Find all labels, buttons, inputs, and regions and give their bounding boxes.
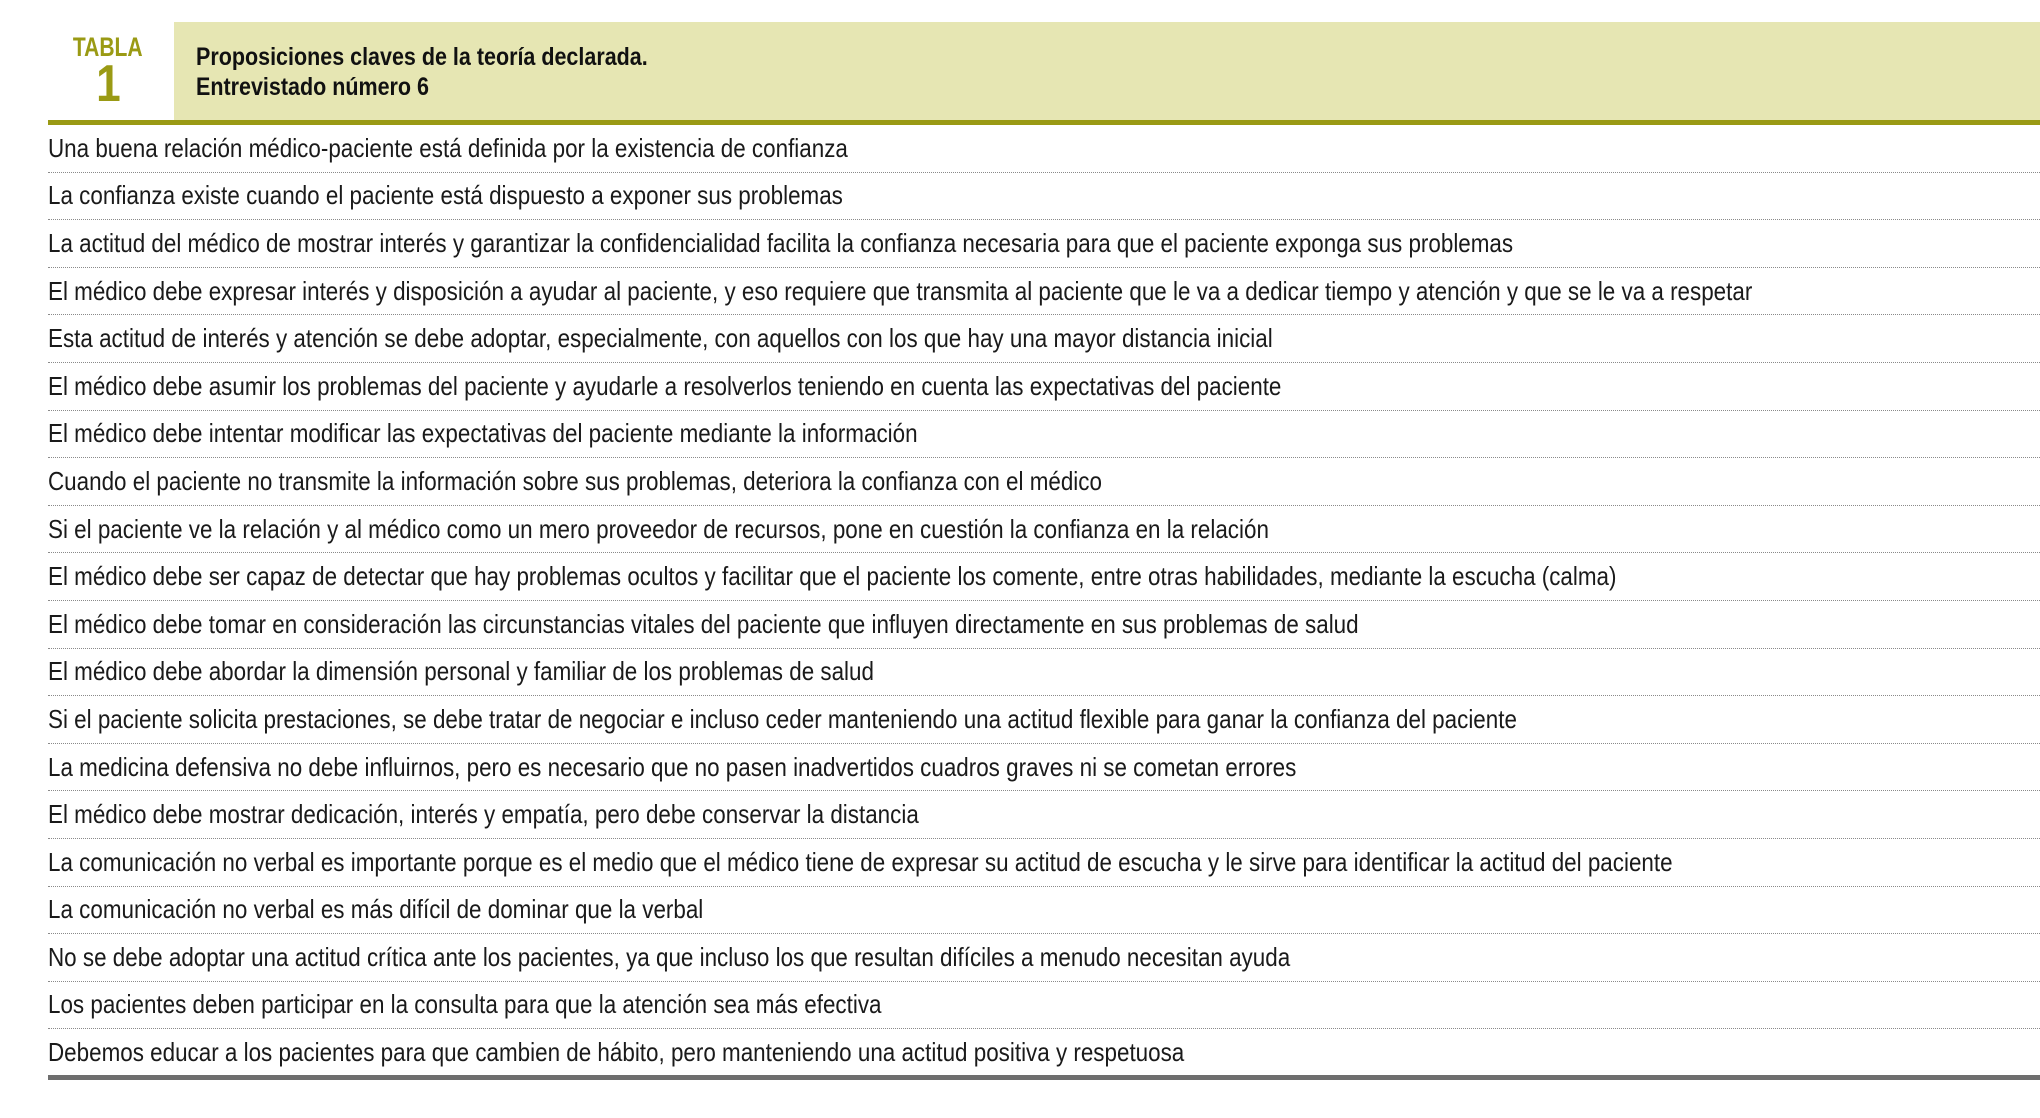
table-row [48, 268, 2040, 316]
row-text: El médico debe intentar modificar las expectativas del paciente mediante la información [48, 418, 918, 449]
caption-subtitle: Entrevistado número 6 [196, 73, 429, 101]
table-row [48, 220, 2040, 268]
table-caption [174, 22, 2040, 120]
table-number: 1 [95, 55, 121, 113]
row-text: La confianza existe cuando el paciente está dispuesto a exponer sus problemas [48, 180, 843, 211]
row-text: Si el paciente ve la relación y al médico como un mero proveedor de recursos, pone en cuestión la confianza en la relación [48, 513, 1269, 544]
row-text: Una buena relación médico-paciente está definida por la existencia de confianza [48, 132, 848, 163]
row-text: El médico debe expresar interés y disposición a ayudar al paciente, y eso requiere que transmita al paciente que le va a dedicar tiempo y atención y que se le va a respetar [48, 275, 1753, 306]
caption-title: Proposiciones claves de la teoría declarada. [196, 43, 648, 71]
table-row [48, 173, 2040, 221]
row-text: El médico debe tomar en consideración las circunstancias vitales del paciente que influyen directamente en sus problemas de salud [48, 608, 1359, 639]
table-row [48, 744, 2040, 792]
row-text: Esta actitud de interés y atención se debe adoptar, especialmente, con aquellos con los que hay una mayor distancia inicial [48, 323, 1273, 354]
table-row [48, 887, 2040, 935]
table-label: TABLA [73, 32, 143, 62]
table-row [48, 506, 2040, 554]
row-text: El médico debe asumir los problemas del paciente y ayudarle a resolverlos teniendo en cuenta las expectativas del paciente [48, 370, 1282, 401]
row-text: No se debe adoptar una actitud crítica ante los pacientes, ya que incluso los que resultan difíciles a menudo necesitan ayuda [48, 941, 1291, 972]
row-text: La actitud del médico de mostrar interés y garantizar la confidencialidad facilita la confianza necesaria para que el paciente exponga sus problemas [48, 227, 1514, 258]
table [48, 22, 2040, 1080]
row-text: El médico debe mostrar dedicación, interés y empatía, pero debe conservar la distancia [48, 799, 919, 830]
row-text: Si el paciente solicita prestaciones, se debe tratar de negociar e incluso ceder manteniendo una actitud flexible para ganar la confianza del paciente [48, 703, 1517, 734]
row-text: La comunicación no verbal es más difícil de dominar que la verbal [48, 894, 704, 925]
table-row [48, 1029, 2040, 1080]
row-text: Los pacientes deben participar en la consulta para que la atención sea más efectiva [48, 989, 882, 1020]
table-row [48, 315, 2040, 363]
table-header [48, 22, 2040, 125]
table-row [48, 601, 2040, 649]
table-badge [48, 22, 168, 120]
table-row [48, 934, 2040, 982]
table-row [48, 411, 2040, 459]
table-row [48, 125, 2040, 173]
table-row [48, 839, 2040, 887]
row-text: La medicina defensiva no debe influirnos, pero es necesario que no pasen inadvertidos cuadros graves ni se cometan errores [48, 751, 1297, 782]
table-row [48, 458, 2040, 506]
row-text: La comunicación no verbal es importante porque es el medio que el médico tiene de expresar su actitud de escucha y le sirve para identificar la actitud del paciente [48, 846, 1673, 877]
table-row [48, 363, 2040, 411]
table-row [48, 791, 2040, 839]
table-row [48, 649, 2040, 697]
table-row [48, 696, 2040, 744]
row-text: Debemos educar a los pacientes para que cambien de hábito, pero manteniendo una actitud positiva y respetuosa [48, 1036, 1185, 1067]
table-rows [48, 125, 2040, 1080]
row-text: Cuando el paciente no transmite la información sobre sus problemas, deteriora la confianza con el médico [48, 465, 1102, 496]
table-row [48, 982, 2040, 1030]
row-text: El médico debe ser capaz de detectar que hay problemas ocultos y facilitar que el paciente los comente, entre otras habilidades, mediante la escucha (calma) [48, 561, 1617, 592]
table-row [48, 553, 2040, 601]
row-text: El médico debe abordar la dimensión personal y familiar de los problemas de salud [48, 656, 874, 687]
